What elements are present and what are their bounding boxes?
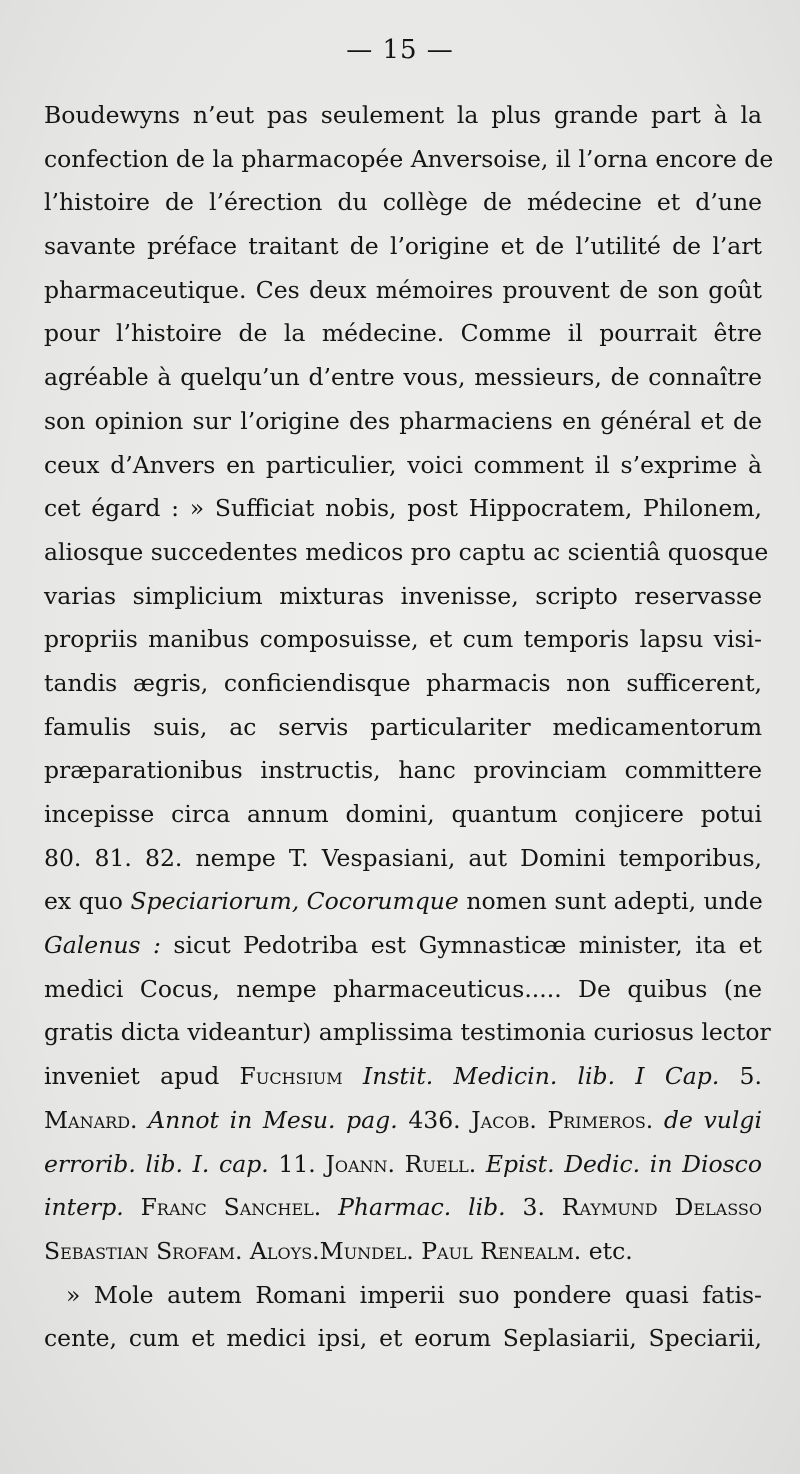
text-line xyxy=(44,225,762,269)
text-segment: 3. xyxy=(505,1193,562,1222)
text-segment: confection de la pharmacopée Anversoise, il l’orna encore de xyxy=(44,144,774,173)
text-segment: præparationibus instructis, hanc provinciam committere xyxy=(44,756,762,785)
text-line xyxy=(44,94,762,138)
text-segment: medici Cocus, nempe pharmaceuticus..... De quibus (ne xyxy=(44,974,762,1003)
text-line xyxy=(44,400,762,444)
italic-text: interp. xyxy=(44,1193,124,1222)
text-line xyxy=(44,1011,771,1055)
text-segment xyxy=(138,1106,149,1134)
italic-text: Annot in Mesu. pag. xyxy=(148,1105,398,1134)
text-segment: cente, cum et medici ipsi, et eorum Seplasiarii, Speciarii, xyxy=(44,1324,762,1353)
small-caps-text: Raymund Delasso xyxy=(561,1193,762,1222)
text-line xyxy=(44,312,762,356)
italic-text: Galenus : xyxy=(44,931,161,960)
text-line xyxy=(44,706,762,750)
text-line xyxy=(44,1099,762,1143)
small-caps-text: Joann. Ruell. xyxy=(325,1149,477,1178)
text-segment: propriis manibus composuisse, et cum temporis lapsu visi- xyxy=(44,625,762,654)
page-number: — 15 — xyxy=(346,35,454,65)
text-segment: aliosque succedentes medicos pro captu ac scientiâ quosque xyxy=(44,537,769,566)
text-segment: ceux d’Anvers en particulier, voici comment il s’exprime à xyxy=(44,450,762,479)
text-segment xyxy=(343,1062,363,1090)
text-segment: 436. xyxy=(397,1105,472,1134)
text-line xyxy=(44,1055,762,1099)
small-caps-text: Jacob. Primeros. xyxy=(471,1105,654,1134)
text-segment: » Mole autem Romani imperii suo pondere quasi fatis- xyxy=(66,1280,762,1309)
small-caps-text: Manard. xyxy=(44,1105,138,1134)
italic-text: Epist. Dedic. in Diosco xyxy=(485,1149,762,1178)
italic-text: Speciariorum, Cocorumque xyxy=(130,887,459,916)
text-segment: tandis ægris, conficiendisque pharmacis non sufficerent, xyxy=(44,668,762,697)
text-segment: etc. xyxy=(581,1236,633,1265)
text-segment: son opinion sur l’origine des pharmaciens en général et de xyxy=(44,406,762,435)
text-segment xyxy=(653,1106,664,1134)
italic-text: Instit. Medicin. lib. I Cap. xyxy=(362,1062,720,1091)
text-segment: varias simplicium mixturas invenisse, scripto reservasse xyxy=(44,581,762,610)
text-segment: savante préface traitant de l’origine et de l’utilité de l’art xyxy=(44,232,762,261)
text-line xyxy=(44,269,762,313)
small-caps-text: Fuchsium xyxy=(239,1062,343,1091)
text-line xyxy=(44,356,762,400)
text-line xyxy=(44,662,762,706)
text-line xyxy=(44,138,774,182)
text-segment xyxy=(321,1193,338,1221)
text-line xyxy=(44,968,762,1012)
text-segment xyxy=(476,1150,486,1178)
text-line xyxy=(44,531,769,575)
text-line xyxy=(44,793,762,837)
text-line xyxy=(44,1230,762,1274)
small-caps-text: Sebastian Srofam. Aloys.Mundel. Paul Renealm. xyxy=(44,1236,582,1265)
italic-text: de vulgi xyxy=(663,1105,762,1134)
text-segment xyxy=(124,1193,141,1221)
text-segment: 80. 81. 82. nempe T. Vespasiani, aut Domini temporibus, xyxy=(44,843,762,872)
text-line xyxy=(44,924,762,968)
text-line xyxy=(44,487,762,531)
text-segment: ex quo xyxy=(44,887,131,916)
text-segment: inveniet apud xyxy=(44,1062,240,1091)
text-line xyxy=(44,181,762,225)
text-segment: 11. xyxy=(268,1149,326,1178)
text-segment: gratis dicta videantur) amplissima testimonia curiosus lector xyxy=(44,1018,771,1047)
italic-text: Pharmac. lib. xyxy=(338,1193,506,1222)
text-line xyxy=(44,837,762,881)
text-line xyxy=(44,749,762,793)
text-segment: Boudewyns n’eut pas seulement la plus grande part à la xyxy=(44,101,762,129)
text-segment: l’histoire de l’érection du collège de médecine et d’une xyxy=(44,188,762,217)
small-caps-text: Franc Sanchel. xyxy=(140,1193,322,1222)
italic-text: errorib. lib. I. cap. xyxy=(44,1149,269,1178)
text-line xyxy=(44,444,762,488)
text-line xyxy=(44,618,762,662)
text-segment: incepisse circa annum domini, quantum conjicere potui xyxy=(44,800,762,828)
text-segment: agréable à quelqu’un d’entre vous, messieurs, de connaître xyxy=(44,363,762,392)
text-line xyxy=(44,1317,762,1361)
text-segment: pharmaceutique. Ces deux mémoires prouvent de son goût xyxy=(44,275,762,304)
text-segment: sicut Pedotriba est Gymnasticæ minister, ita et xyxy=(160,931,762,960)
text-line xyxy=(44,1274,762,1318)
text-segment: pour l’histoire de la médecine. Comme il pourrait être xyxy=(44,319,762,348)
text-line xyxy=(44,880,762,924)
text-line xyxy=(44,575,762,619)
text-segment: cet égard : » Sufficiat nobis, post Hippocratem, Philonem, xyxy=(44,494,762,523)
text-segment: 5. xyxy=(719,1062,762,1091)
body-text xyxy=(44,94,774,1361)
text-segment: famulis suis, ac servis particulariter medicamentorum xyxy=(44,712,762,741)
text-line xyxy=(44,1186,762,1230)
text-segment: nomen sunt adepti, unde xyxy=(458,887,763,916)
text-line xyxy=(44,1143,762,1187)
